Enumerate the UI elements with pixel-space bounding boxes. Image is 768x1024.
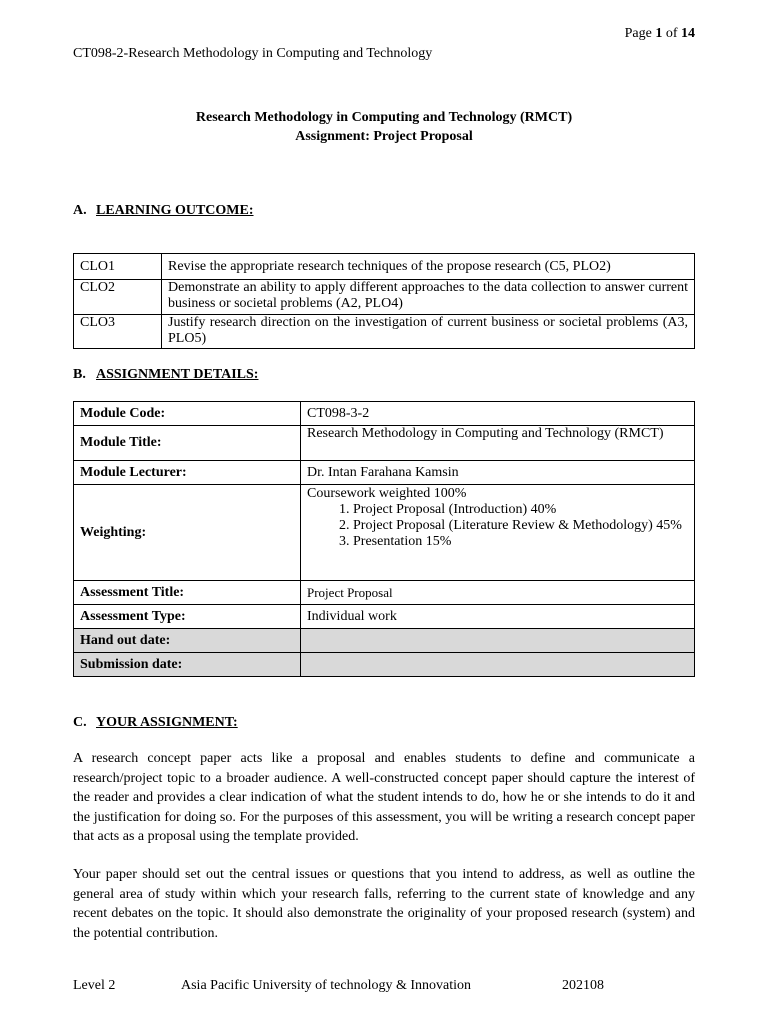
list-item: 3. Presentation 15% [353,534,688,550]
section-a-heading [73,203,254,219]
table-row [74,461,695,485]
detail-value [301,629,695,653]
detail-value: Dr. Intan Farahana Kamsin [301,461,695,485]
clo-code: CLO1 [74,254,162,280]
weighting-value [301,485,695,581]
footer-code: 202108 [562,978,604,993]
assignment-details-table [73,401,695,677]
detail-value: CT098-3-2 [301,402,695,426]
section-letter: B. [73,367,86,382]
page-of: of [665,26,678,41]
table-row [74,280,695,315]
section-b-heading [73,367,258,383]
detail-label: Module Title: [74,426,301,461]
table-row [74,629,695,653]
detail-label: Hand out date: [74,629,301,653]
detail-value: Project Proposal [301,581,695,605]
section-title: ASSIGNMENT DETAILS: [96,367,259,382]
table-row [74,402,695,426]
learning-outcome-table [73,253,695,349]
table-row [74,605,695,629]
page-total: 14 [681,26,695,41]
clo-description: Demonstrate an ability to apply different approaches to the data collection to answer current business or societal problems (A2, PLO4) [162,280,695,315]
detail-value: Individual work [301,605,695,629]
section-letter: A. [73,203,87,218]
clo-description: Justify research direction on the investigation of current business or societal problems (A3, PLO5) [162,315,695,349]
section-title: LEARNING OUTCOME: [96,203,254,218]
paragraph: A research concept paper acts like a proposal and enables students to define and communicate a research/project topic to a broader audience. A well-constructed concept paper should capture the interest of the reader and provides a clear indication of what the student intends to do, how he or she intends to do it and the justification for doing so. For the purposes of this assessment, you will be writing a research concept paper that acts as a proposal using the template provided. [73,751,695,844]
table-row [74,315,695,349]
page-current: 1 [655,26,663,41]
footer-level: Level 2 [73,978,116,993]
section-title: YOUR ASSIGNMENT: [96,715,238,730]
footer-university: Asia Pacific University of technology & Innovation [181,978,472,993]
table-row [74,653,695,677]
list-item: 1. Project Proposal (Introduction) 40% [353,502,688,518]
clo-code: CLO2 [74,280,162,315]
table-row [74,254,695,280]
detail-value [301,653,695,677]
clo-code: CLO3 [74,315,162,349]
table-row [74,426,695,461]
weighting-intro: Coursework weighted 100% [307,486,467,501]
detail-label: Submission date: [74,653,301,677]
list-item: 2. Project Proposal (Literature Review & Methodology) 45% [353,518,688,534]
detail-label: Assessment Title: [74,581,301,605]
detail-label: Assessment Type: [74,605,301,629]
table-row [74,581,695,605]
paragraph: Your paper should set out the central issues or questions that you intend to address, as well as outline the general area of study within which your research falls, referring to the current state of knowledge and any recent debates on the topic. It should also demonstrate the originality of your proposed research (system) and the potential contribution. [73,867,695,941]
detail-value: Research Methodology in Computing and Technology (RMCT) [301,426,695,461]
document-title-line2: Assignment: Project Proposal [295,129,473,144]
detail-label: Module Code: [74,402,301,426]
document-title [0,108,768,146]
section-letter: C. [73,715,87,730]
detail-label: Weighting: [74,485,301,581]
clo-description: Revise the appropriate research techniques of the propose research (C5, PLO2) [162,254,695,280]
table-row [74,485,695,581]
page-label: Page [624,26,652,41]
detail-label: Module Lecturer: [74,461,301,485]
document-title-line1: Research Methodology in Computing and Technology (RMCT) [195,110,573,125]
section-c-heading [73,715,238,731]
course-header: CT098-2-Research Methodology in Computing and Technology [73,46,433,61]
page-number [625,26,695,42]
weighting-list [307,502,688,550]
